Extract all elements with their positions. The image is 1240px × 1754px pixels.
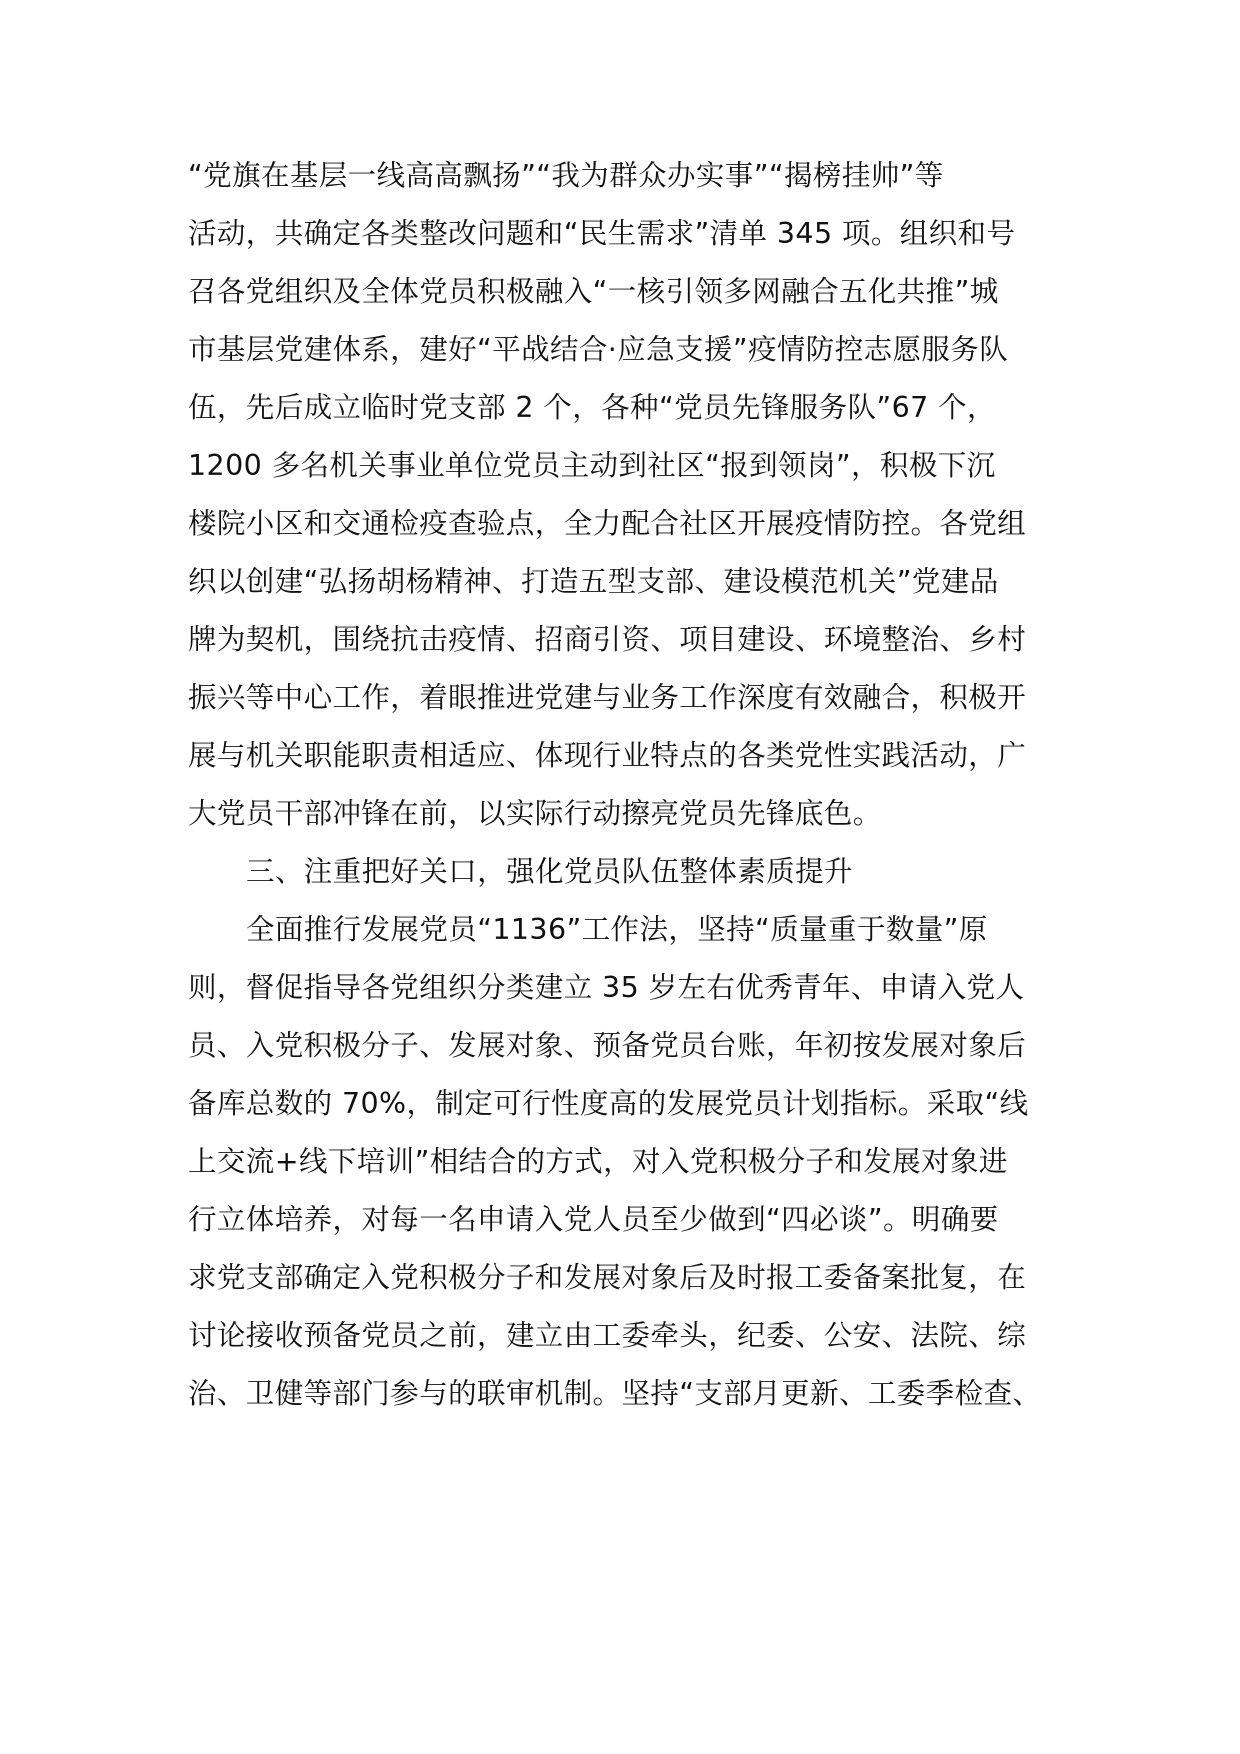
text-line: 全面推行发展党员“1136”工作法，坚持“质量重于数量”原 [246, 913, 988, 946]
text-line: 织以创建“弘扬胡杨精神、打造五型支部、建设模范机关”党建品 [188, 565, 999, 598]
section-heading: 三、注重把好关口，强化党员队伍整体素质提升 [246, 855, 853, 888]
text-line: 上交流+线下培训”相结合的方式，对入党积极分子和发展对象进 [188, 1145, 1008, 1178]
text-line: 行立体培养，对每一名申请入党人员至少做到“四必谈”。明确要 [188, 1203, 999, 1236]
text-line: 1200 多名机关事业单位党员主动到社区“报到领岗”，积极下沉 [188, 449, 996, 482]
text-line: 召各党组织及全体党员积极融入“一核引领多网融合五化共推”城 [188, 275, 999, 308]
text-line: 楼院小区和交通检疫查验点，全力配合社区开展疫情防控。各党组 [188, 507, 1027, 540]
text-line: 市基层党建体系，建好“平战结合·应急支援”疫情防控志愿服务队 [188, 333, 1009, 366]
text-line: 活动，共确定各类整改问题和“民生需求”清单 345 项。组织和号 [188, 217, 1016, 250]
text-line: 则，督促指导各党组织分类建立 35 岁左右优秀青年、申请入党人 [188, 971, 1025, 1004]
text-line: 求党支部确定入党积极分子和发展对象后及时报工委备案批复，在 [188, 1261, 1027, 1294]
text-line: 员、入党积极分子、发展对象、预备党员台账，年初按发展对象后 [188, 1029, 1027, 1062]
text-line: 大党员干部冲锋在前，以实际行动擦亮党员先锋底色。 [188, 797, 882, 830]
text-line: 治、卫健等部门参与的联审机制。坚持“支部月更新、工委季检查、 [188, 1377, 1042, 1410]
text-line: 伍，先后成立临时党支部 2 个，各种“党员先锋服务队”67 个， [188, 391, 996, 424]
text-line: 牌为契机，围绕抗击疫情、招商引资、项目建设、环境整治、乡村 [188, 623, 1027, 656]
text-line: 讨论接收预备党员之前，建立由工委牵头，纪委、公安、法院、综 [188, 1319, 1027, 1352]
text-line: 展与机关职能职责相适应、体现行业特点的各类党性实践活动，广 [188, 739, 1027, 772]
text-line: 备库总数的 70%，制定可行性度高的发展党员计划指标。采取“线 [188, 1087, 1029, 1120]
text-line: “党旗在基层一线高高飘扬”“我为群众办实事”“揭榜挂帅”等 [188, 159, 944, 192]
text-line: 振兴等中心工作，着眼推进党建与业务工作深度有效融合，积极开 [188, 681, 1027, 714]
